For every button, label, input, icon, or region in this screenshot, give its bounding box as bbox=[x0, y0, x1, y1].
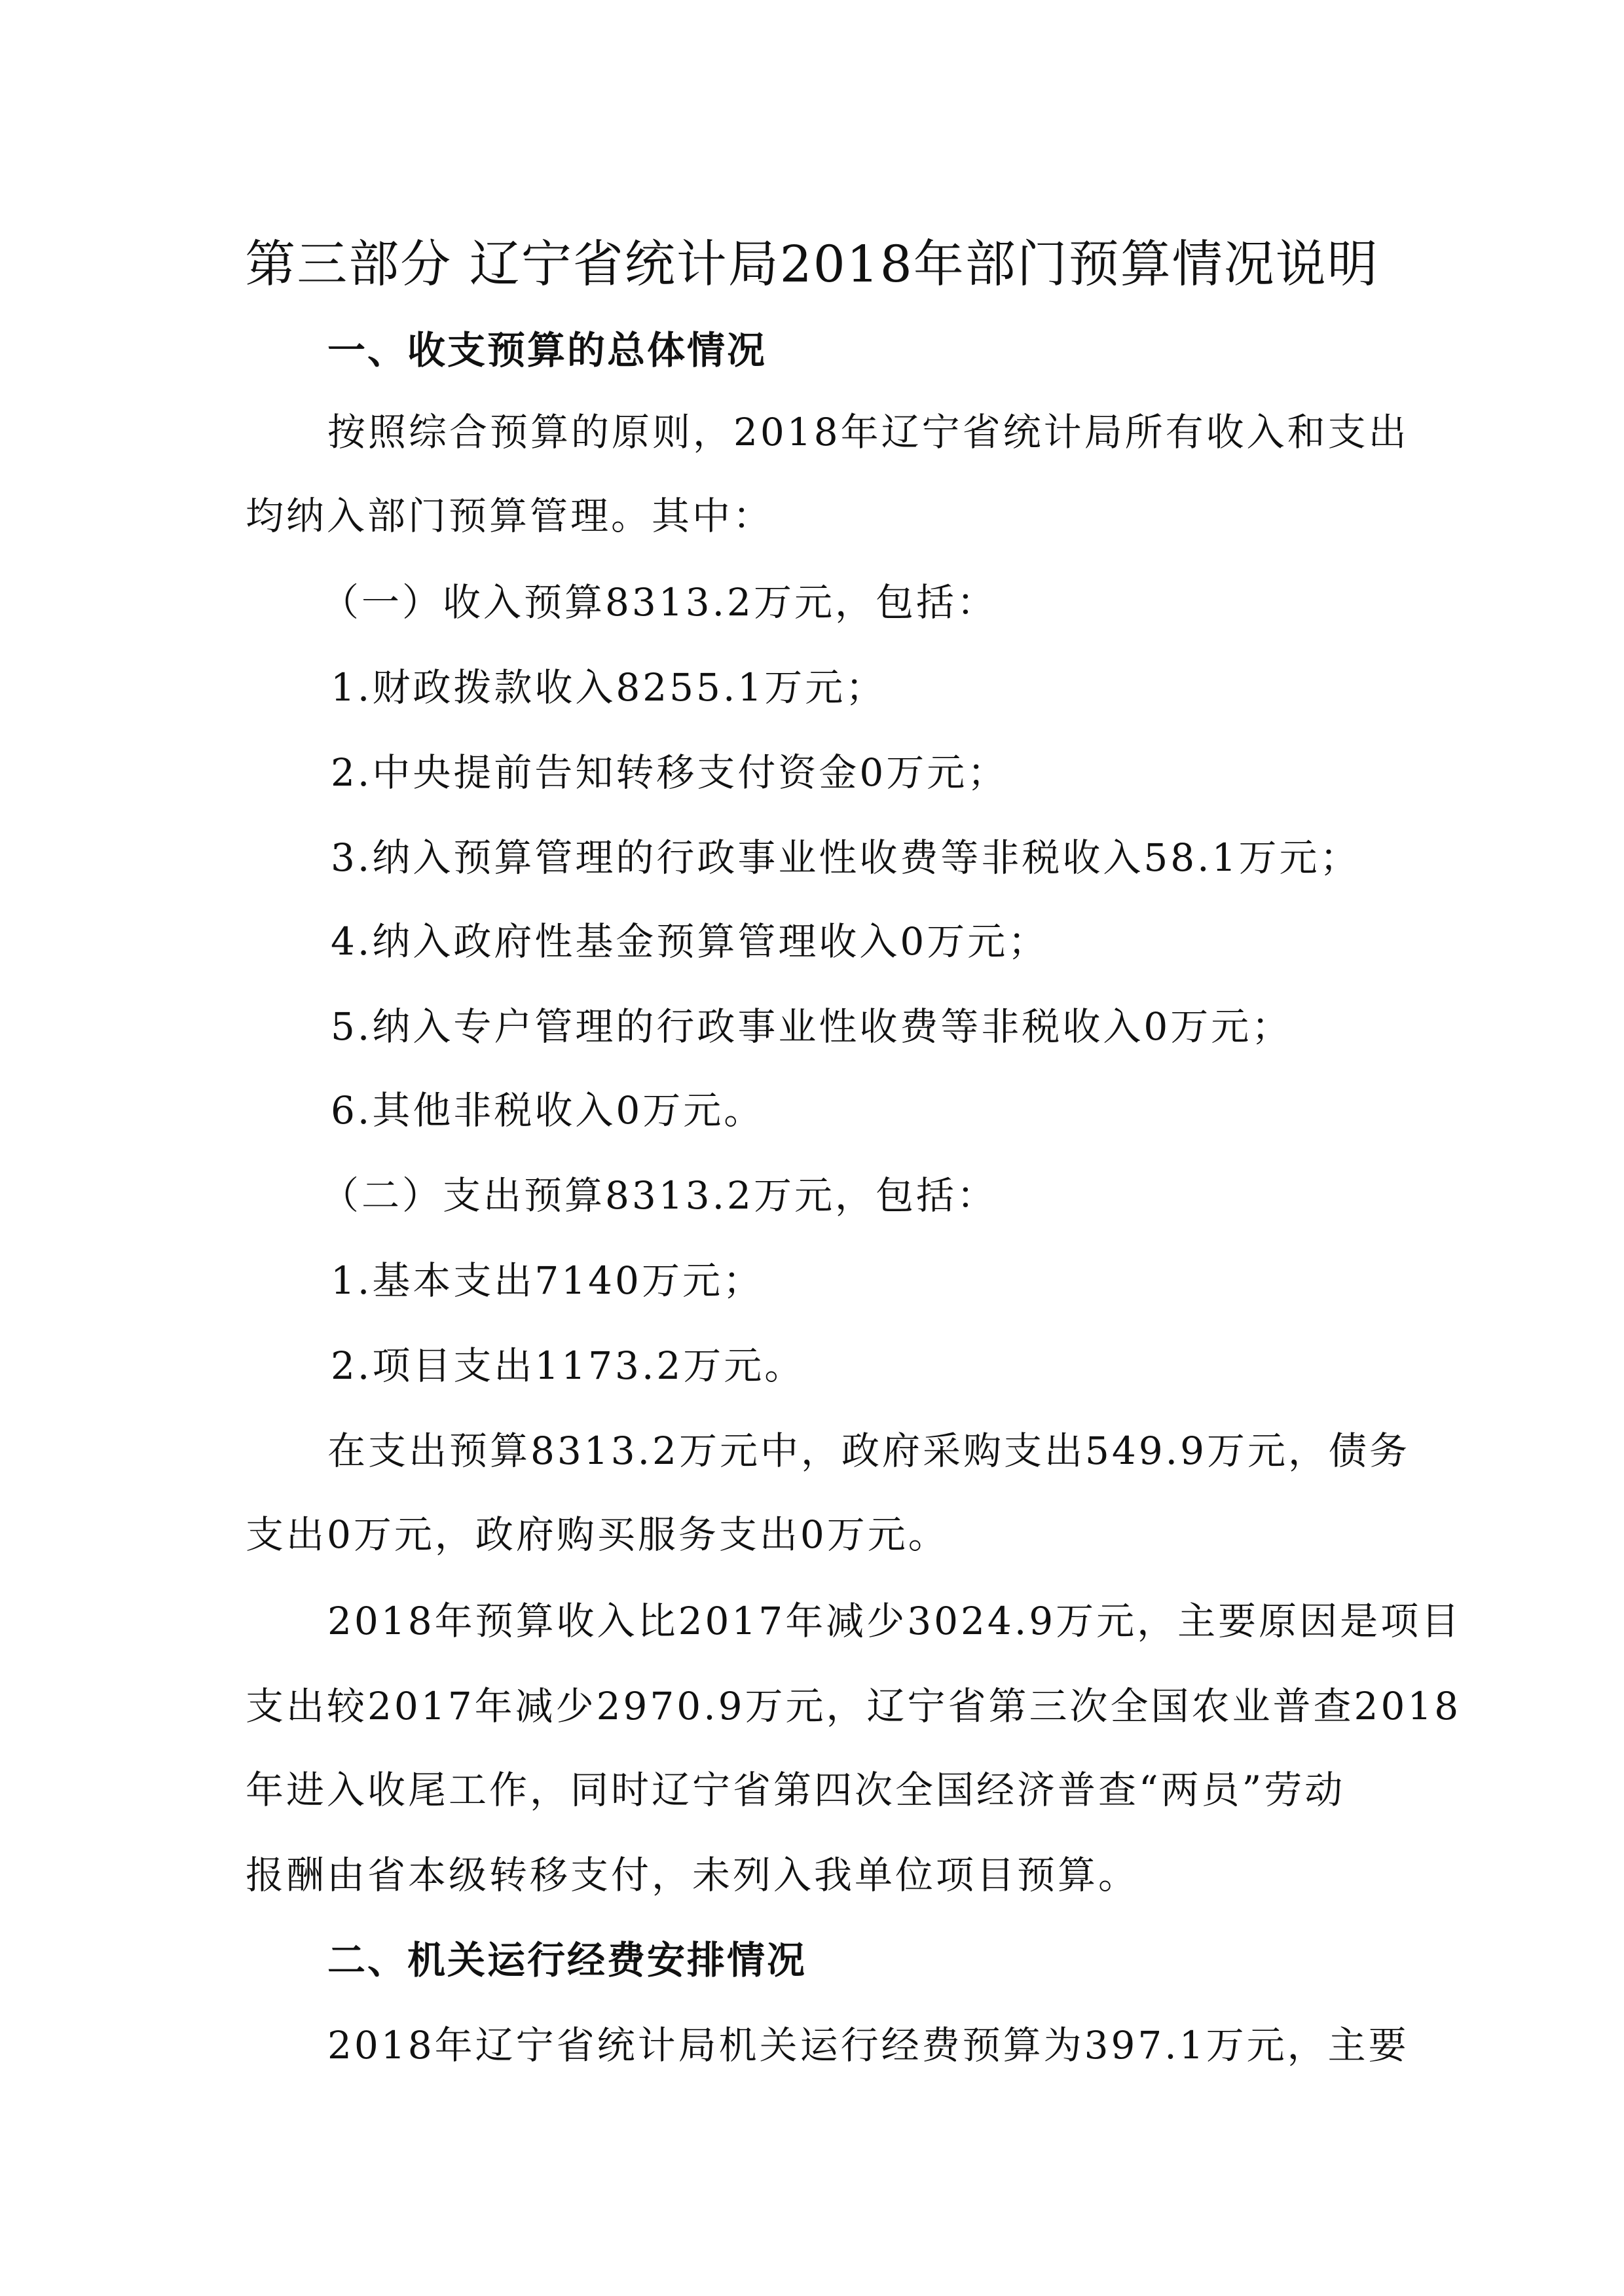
income-item-4: 4.纳入政府性基金预算管理收入0万元； bbox=[331, 919, 1049, 964]
income-item-1: 1.财政拨款收入8255.1万元； bbox=[331, 665, 887, 710]
income-item-2: 2.中央提前告知转移支付资金0万元； bbox=[331, 750, 1008, 795]
section-heading-1: 一、收支预算的总体情况 bbox=[327, 328, 767, 373]
comparison-line-1: 2018年预算收入比2017年减少3024.9万元，主要原因是项目 bbox=[327, 1599, 1462, 1643]
comparison-line-4: 报酬由省本级转移支付，未列入我单位项目预算。 bbox=[246, 1853, 1139, 1897]
expense-item-2: 2.项目支出1173.2万元。 bbox=[331, 1343, 805, 1388]
operating-cost-line-1: 2018年辽宁省统计局机关运行经费预算为397.1万元，主要 bbox=[327, 2023, 1409, 2068]
income-item-3: 3.纳入预算管理的行政事业性收费等非税收入58.1万元； bbox=[331, 835, 1361, 880]
expense-item-1: 1.基本支出7140万元； bbox=[331, 1258, 764, 1303]
expense-heading: （二）支出预算8313.2万元，包括： bbox=[321, 1173, 997, 1218]
income-heading: （一）收入预算8313.2万元，包括： bbox=[321, 580, 997, 625]
comparison-line-2: 支出较2017年减少2970.9万元，辽宁省第三次全国农业普查2018 bbox=[246, 1684, 1462, 1728]
page-title: 第三部分 辽宁省统计局2018年部门预算情况说明 bbox=[245, 236, 1379, 294]
section-heading-2: 二、机关运行经费安排情况 bbox=[327, 1938, 807, 1982]
comparison-line-3: 年进入收尾工作，同时辽宁省第四次全国经济普查“两员”劳动 bbox=[246, 1768, 1346, 1812]
intro-line-2: 均纳入部门预算管理。其中： bbox=[246, 494, 774, 538]
procurement-line-1: 在支出预算8313.2万元中，政府采购支出549.9万元，债务 bbox=[327, 1429, 1410, 1473]
income-item-5: 5.纳入专户管理的行政事业性收费等非税收入0万元； bbox=[331, 1004, 1293, 1049]
income-item-6: 6.其他非税收入0万元。 bbox=[331, 1088, 765, 1133]
procurement-line-2: 支出0万元，政府购买服务支出0万元。 bbox=[246, 1512, 949, 1557]
intro-line-1: 按照综合预算的原则，2018年辽宁省统计局所有收入和支出 bbox=[327, 410, 1409, 454]
